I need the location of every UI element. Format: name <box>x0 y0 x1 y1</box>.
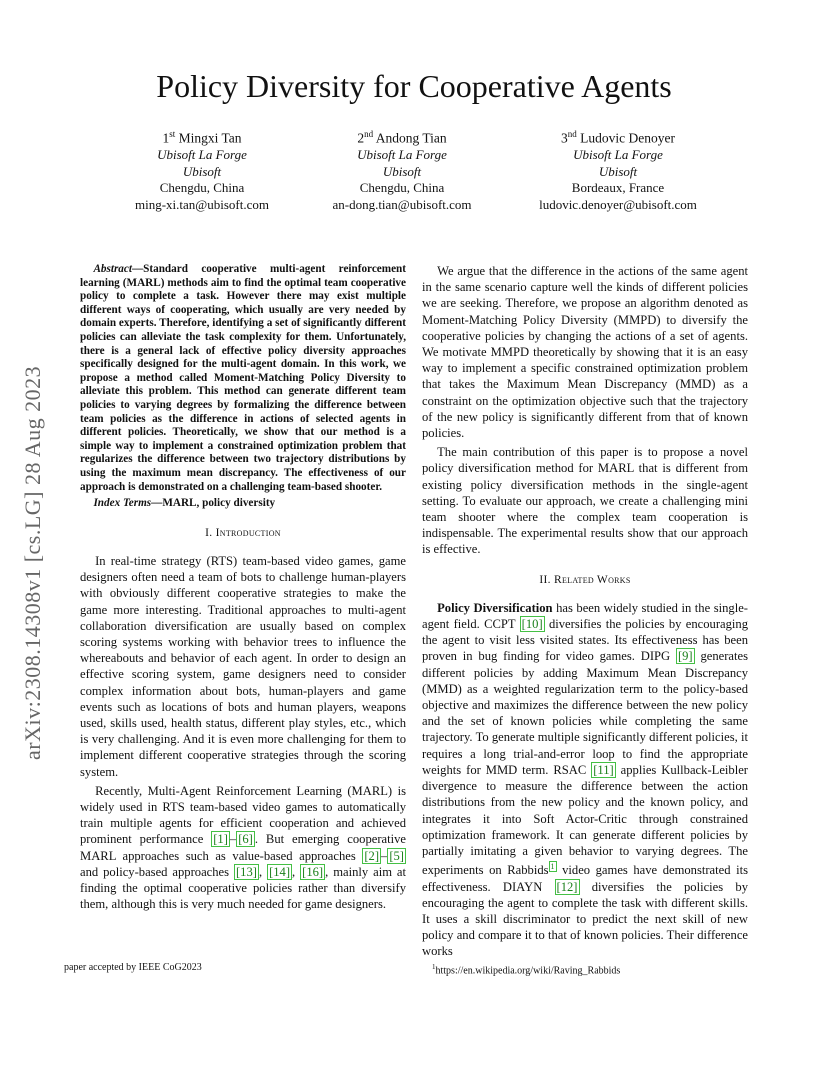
text-run: video games have demonstrated its effectiveness. DIAYN <box>422 863 748 894</box>
section-number: II. <box>539 573 551 586</box>
author-ordinal: 2 <box>357 130 365 146</box>
author-ordinal-suffix: st <box>169 129 176 139</box>
citation-link[interactable]: [12] <box>556 879 578 894</box>
right-paragraph-1: We argue that the difference in the actions of the same agent in the same scenario capture well the kinds of different policies we are seeking. Therefore, we propose an algorithm denoted as Moment-Matching Policy Diversity (MMPD) to diversify the cooperative policies by changing the actions of a set of agents. We motivate MMPD theoretically by showing that it is an easy way to implement a specific constrained optimization problem that takes the Maximum Mean Discrepancy (MMD) as a constraint on the optimization objective such that the trajectory of the new policy is significantly different from that of known policies. <box>422 264 748 441</box>
citation-link[interactable]: [2] <box>364 848 380 863</box>
author-company: Ubisoft <box>598 163 638 179</box>
text-run: . But emerging cooperative MARL approaches such as value-based approaches <box>80 832 406 863</box>
section-title: Introduction <box>215 526 281 539</box>
text-run: , <box>258 864 268 879</box>
left-column <box>80 263 406 912</box>
author-3 <box>498 126 738 213</box>
right-paragraph-2: The main contribution of this paper is to propose a novel policy diversification method for MARL that is different from existing policy diversification methods in the single-agent setting. To evaluate our approach, we create a challenging mini team shooter where the complex team cooperation is indispensable. The experimental results show that our approach is effective. <box>422 445 748 557</box>
index-terms <box>80 497 406 511</box>
abstract-lead: Abstract <box>93 263 132 275</box>
abstract-text: —Standard cooperative multi-agent reinforcement learning (MARL) methods aim to find the optimal team cooperative policy to complete a task. However there may exist multiple different ways of cooperating, which usually are very needed by domain experts. Therefore, identifying a set of significantly different policies can alleviate the task complexity for them. Unfortunately, there is a general lack of effective policy diversity approaches specifically designed for the multi-agent domain. In this work, we propose a method called Moment-Matching Policy Diversity to alleviate this problem. This method can generate different team policies to varying degrees by formalizing the difference between team policies as the difference in actions of selected agents in different policies. Theoretically, we show that our method is a simple way to implement a constrained optimization problem that regularizes the difference between two trajectory distributions by using the maximum mean discrepancy. The effectiveness of our approach is demonstrated on a challenging team-based shooter. <box>80 263 406 493</box>
bold-term: Policy Diversification <box>437 600 553 615</box>
intro-paragraph-2 <box>80 783 406 913</box>
author-ordinal: 1 <box>162 130 170 146</box>
text-run: and policy-based approaches <box>80 864 234 879</box>
author-name: Mingxi Tan <box>178 130 242 146</box>
citation-link[interactable]: [11] <box>593 762 614 777</box>
right-column <box>422 263 748 960</box>
text-run: Recently, Multi-Agent Reinforcement Learning (MARL) is widely used in RTS team-based video games to automatically train multiple agents for efficient cooperation and achieved prominent performance <box>80 783 406 847</box>
citation-link[interactable]: [16] <box>302 864 324 879</box>
author-location: Chengdu, China <box>159 180 245 195</box>
citation-link[interactable]: [5] <box>389 848 404 863</box>
intro-paragraph-1: In real-time strategy (RTS) team-based video games, game designers often need a team of bots to challenge human-players with obviously different cooperative strategies to make the game more interesting. Traditional approaches to multi-agent collaboration diversification are usually based on complex scoring systems working with behavior trees to influence the whereabouts and behavior of each agent. In order to design an effective scoring system, game designers need to consider complex information about bots, human-players and game events such as locations of bots and human players, weapons used, skills used, health status, different play styles, etc., which is very challenging. And it is even more challenging for them to implement different cooperative strategies through the scoring system. <box>80 553 406 779</box>
text-run: – <box>381 848 388 863</box>
text-run: – <box>229 832 237 847</box>
footnote-url[interactable]: https://en.wikipedia.org/wiki/Raving_Rabbids <box>435 965 621 977</box>
index-terms-lead: Index Terms <box>93 497 152 510</box>
section-title: Related Works <box>553 573 631 586</box>
text-run: diversifies the policies by encouraging the agent to complete the task with different skills. It uses a skill discriminator to predict the next skill of new policy and compare it to that of known policies. Their difference works <box>422 879 748 959</box>
author-org: Ubisoft La Forge <box>157 147 247 162</box>
citation-link[interactable]: [6] <box>238 832 253 847</box>
paper-title: Policy Diversity for Cooperative Agents <box>156 68 672 104</box>
author-org: Ubisoft La Forge <box>357 147 447 162</box>
related-paragraph <box>422 600 748 960</box>
section-heading-introduction <box>80 525 406 541</box>
footnote-mark: 1 <box>432 963 436 971</box>
section-heading-related-works <box>422 572 748 588</box>
text-run: , <box>292 864 301 879</box>
author-company: Ubisoft <box>182 163 222 179</box>
text-run: applies Kullback-Leibler divergence to measure the difference between the action distributions from the new policy and the known policy, and integrates it into Soft Actor-Critic through constrained optimization framework. It can generate different policies by partially imitating a given behavior to varying degrees. The experiments on Rabbids <box>422 762 748 878</box>
author-org: Ubisoft La Forge <box>573 147 663 162</box>
text-run: generates different policies by adding Maximum Mean Discrepancy (MMD) as a weighted regularization term to the policy-based objective and maximizes the difference between the new policy and the set of known policies while completing the same trajectory. To generate multiple significantly different policies, it requires a long trial-and-error loop to find the appropriate weights for MMD term. RSAC <box>422 649 748 777</box>
author-ordinal-suffix: nd <box>364 129 374 139</box>
section-number: I. <box>205 526 213 539</box>
citation-link[interactable]: [14] <box>269 864 291 879</box>
footnote <box>432 961 620 977</box>
author-location: Chengdu, China <box>359 180 445 195</box>
citation-link[interactable]: [1] <box>213 832 228 847</box>
footnote-link[interactable]: 1 <box>550 862 555 872</box>
citation-link[interactable]: [9] <box>677 649 693 664</box>
text-run: has been widely studied in the single-agent field. CCPT <box>422 600 748 632</box>
citation-link[interactable]: [13] <box>235 864 257 879</box>
author-name: Ludovic Denoyer <box>580 130 675 146</box>
author-name: Andong Tian <box>375 130 447 146</box>
author-location: Bordeaux, France <box>571 180 665 195</box>
footer-note: paper accepted by IEEE CoG2023 <box>64 962 202 973</box>
author-email: an-dong.tian@ubisoft.com <box>332 196 472 212</box>
author-company: Ubisoft <box>382 163 422 179</box>
author-email: ming-xi.tan@ubisoft.com <box>134 196 269 212</box>
citation-link[interactable]: [10] <box>521 617 543 632</box>
author-2 <box>282 126 522 213</box>
arxiv-identifier: arXiv:2308.14308v1 [cs.LG] 28 Aug 2023 <box>20 365 45 760</box>
author-email: ludovic.denoyer@ubisoft.com <box>539 196 697 212</box>
index-terms-text: —MARL, policy diversity <box>151 497 276 510</box>
author-ordinal-suffix: nd <box>567 129 577 139</box>
author-ordinal: 3 <box>561 130 568 146</box>
text-run: diversifies the policies by encouraging the agent to visit less visited states. Its effectiveness has been proven in bug finding for video games. DIPG <box>422 617 748 664</box>
abstract <box>80 263 406 494</box>
text-run: , mainly aim at finding the optimal cooperative policies rather than diversify them, although this is very much needed for game designers. <box>80 864 407 912</box>
